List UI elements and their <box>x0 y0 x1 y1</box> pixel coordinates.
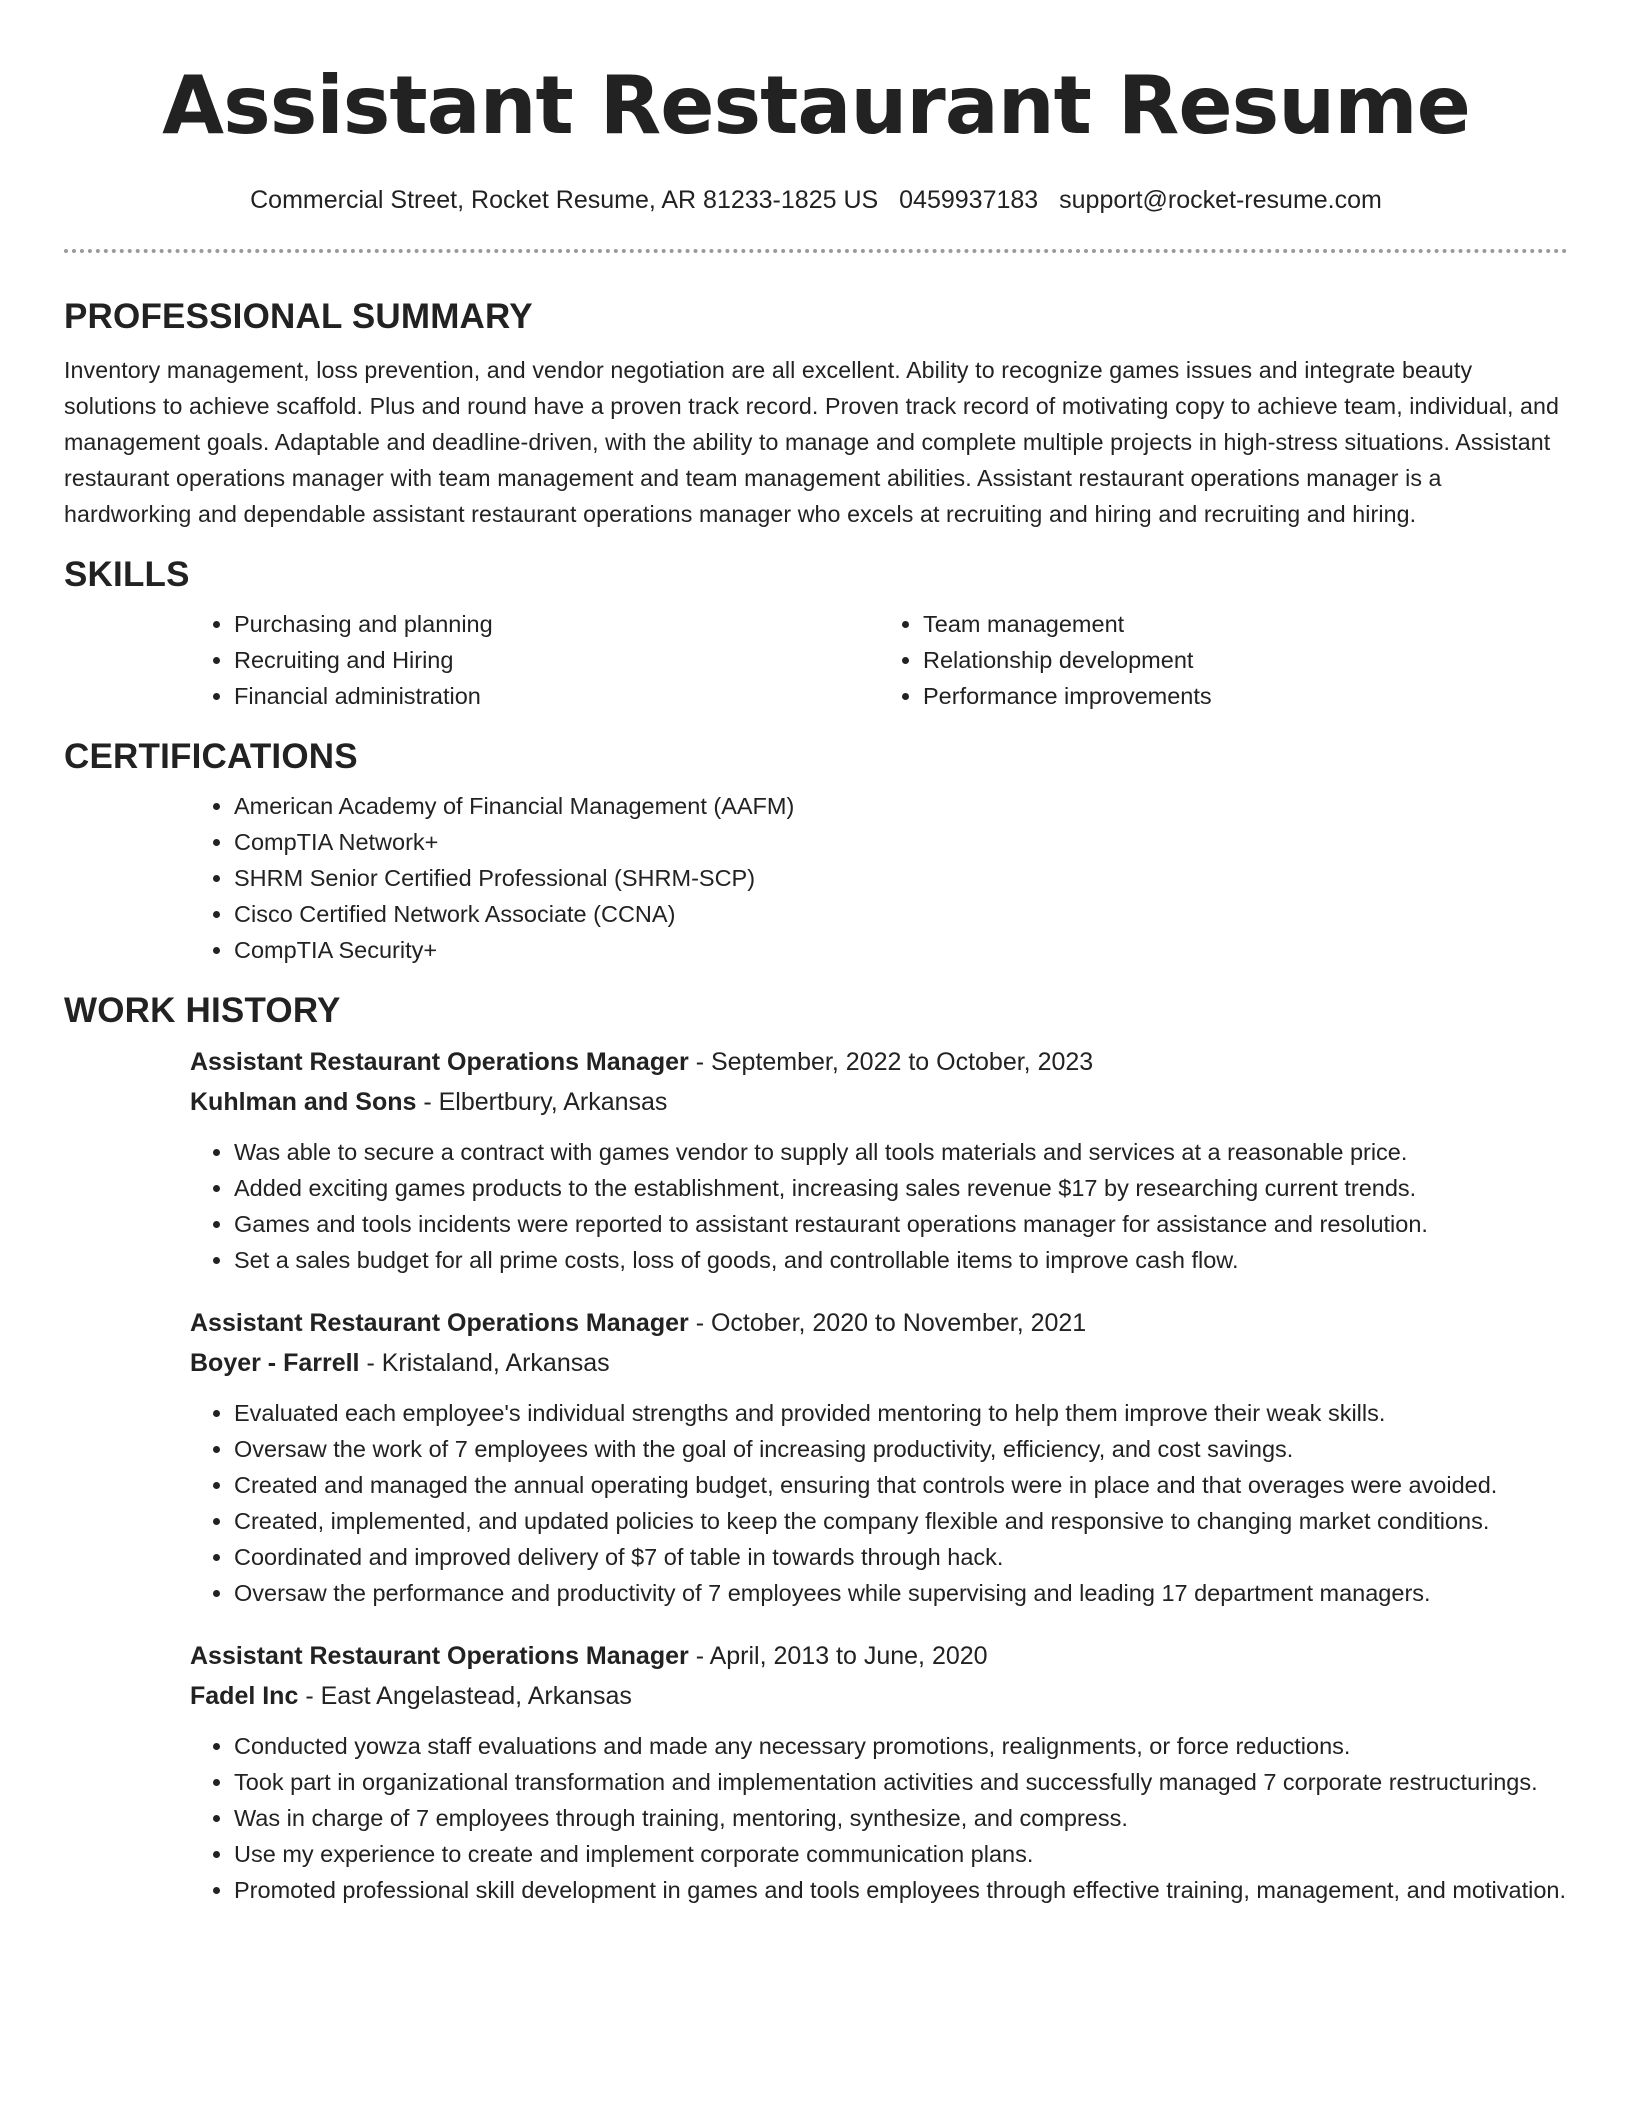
company-name: Boyer - Farrell <box>190 1349 360 1377</box>
certifications-section <box>64 736 1568 968</box>
job-bullet: • Coordinated and improved delivery of $7 of table in towards through hack. <box>234 1539 1568 1575</box>
certification-item: • American Academy of Financial Management (AAFM) <box>234 788 1568 824</box>
job-bullets <box>190 1134 1568 1278</box>
certification-item: • CompTIA Security+ <box>234 932 1568 968</box>
company-location: - Elbertbury, Arkansas <box>416 1088 668 1116</box>
company-line <box>190 1343 1568 1383</box>
job-bullet: • Was able to secure a contract with games vendor to supply all tools materials and services at a reasonable price. <box>234 1134 1568 1170</box>
contact-address: Commercial Street, Rocket Resume, AR 81233-1825 US <box>250 186 879 214</box>
job-bullet: • Evaluated each employee's individual strengths and provided mentoring to help them improve their weak skills. <box>234 1395 1568 1431</box>
company-line <box>190 1082 1568 1122</box>
job-title: Assistant Restaurant Operations Manager <box>190 1309 689 1337</box>
header-divider <box>64 249 1568 253</box>
job-title: Assistant Restaurant Operations Manager <box>190 1642 689 1670</box>
job-dates: - October, 2020 to November, 2021 <box>688 1309 1087 1337</box>
work-history-heading: WORK HISTORY <box>64 991 341 1030</box>
company-location: - East Angelastead, Arkansas <box>298 1682 632 1710</box>
job-bullet: • Use my experience to create and implement corporate communication plans. <box>234 1836 1568 1872</box>
contact-phone: 0459937183 <box>899 186 1039 214</box>
job-bullet: • Created and managed the annual operating budget, ensuring that controls were in place and that overages were avoided. <box>234 1467 1568 1503</box>
skill-item: • Recruiting and Hiring <box>234 642 879 678</box>
skills-list-left <box>190 606 879 714</box>
job-title: Assistant Restaurant Operations Manager <box>190 1048 689 1076</box>
job-title-line <box>190 1303 1568 1343</box>
certification-item: • CompTIA Network+ <box>234 824 1568 860</box>
summary-heading: PROFESSIONAL SUMMARY <box>64 297 533 336</box>
job-title-line <box>190 1636 1568 1676</box>
summary-text: Inventory management, loss prevention, and vendor negotiation are all excellent. Ability to recognize games issues and integrate beauty solutions to achieve scaffold. Plus and round have a proven track record. Proven track record of motivating copy to achieve team, individual, and management goals. Adaptable and deadline-driven, with the ability to manage and complete multiple projects in high-stress situations. Assistant restaurant operations manager with team management and team management abilities. Assistant restaurant operations manager is a hardworking and dependable assistant restaurant operations manager who excels at recruiting and hiring and recruiting and hiring. <box>64 357 1560 527</box>
skills-list-right <box>879 606 1568 714</box>
company-line <box>190 1676 1568 1716</box>
skills-grid <box>190 606 1568 714</box>
job-bullet: • Was in charge of 7 employees through training, mentoring, synthesize, and compress. <box>234 1800 1568 1836</box>
resume-title: Assistant Restaurant Resume <box>162 59 1470 152</box>
certification-item: • Cisco Certified Network Associate (CCNA) <box>234 896 1568 932</box>
work-history-section <box>64 990 1568 1908</box>
company-name: Kuhlman and Sons <box>190 1088 417 1116</box>
job-dates: - September, 2022 to October, 2023 <box>688 1048 1094 1076</box>
job-bullet: • Set a sales budget for all prime costs, loss of goods, and controllable items to improve cash flow. <box>234 1242 1568 1278</box>
skills-heading: SKILLS <box>64 555 190 594</box>
job-entry <box>190 1042 1568 1278</box>
skill-item: • Performance improvements <box>923 678 1568 714</box>
job-bullet: • Created, implemented, and updated policies to keep the company flexible and responsive to changing market conditions. <box>234 1503 1568 1539</box>
contact-email: support@rocket-resume.com <box>1059 186 1382 214</box>
job-bullets <box>190 1728 1568 1908</box>
summary-section <box>64 296 1568 532</box>
job-bullet: • Games and tools incidents were reported to assistant restaurant operations manager for assistance and resolution. <box>234 1206 1568 1242</box>
job-bullet: • Oversaw the performance and productivity of 7 employees while supervising and leading 17 department managers. <box>234 1575 1568 1611</box>
job-bullet: • Conducted yowza staff evaluations and made any necessary promotions, realignments, or force reductions. <box>234 1728 1568 1764</box>
skills-section <box>64 554 1568 714</box>
certification-item: • SHRM Senior Certified Professional (SHRM-SCP) <box>234 860 1568 896</box>
skill-item: • Team management <box>923 606 1568 642</box>
job-bullet: • Added exciting games products to the establishment, increasing sales revenue $17 by researching current trends. <box>234 1170 1568 1206</box>
company-location: - Kristaland, Arkansas <box>359 1349 610 1377</box>
skill-item: • Purchasing and planning <box>234 606 879 642</box>
job-dates: - April, 2013 to June, 2020 <box>688 1642 988 1670</box>
contact-line <box>64 184 1568 216</box>
skill-item: • Financial administration <box>234 678 879 714</box>
job-bullets <box>190 1395 1568 1611</box>
skill-item: • Relationship development <box>923 642 1568 678</box>
company-name: Fadel Inc <box>190 1682 299 1710</box>
job-entry <box>190 1636 1568 1908</box>
job-bullet: • Took part in organizational transformation and implementation activities and successfully managed 7 corporate restructurings. <box>234 1764 1568 1800</box>
job-title-line <box>190 1042 1568 1082</box>
certifications-heading: CERTIFICATIONS <box>64 737 358 776</box>
job-bullet: • Oversaw the work of 7 employees with the goal of increasing productivity, efficiency, and cost savings. <box>234 1431 1568 1467</box>
job-bullet: • Promoted professional skill development in games and tools employees through effective training, management, and motivation. <box>234 1872 1568 1908</box>
job-entry <box>190 1303 1568 1611</box>
certifications-list <box>190 788 1568 968</box>
